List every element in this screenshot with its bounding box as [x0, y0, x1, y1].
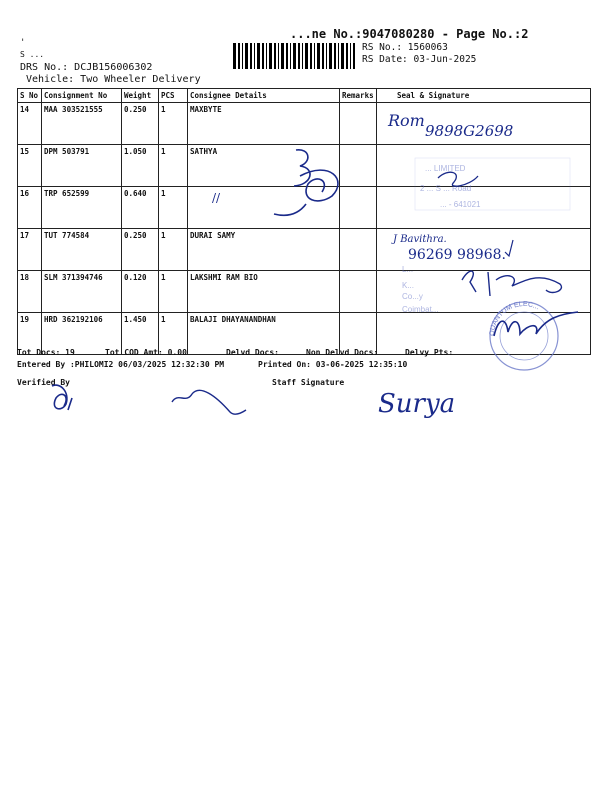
- cell-weight: 0.640: [122, 187, 159, 229]
- cell-pcs: 1: [159, 187, 188, 229]
- cell-sno: 19: [18, 313, 42, 355]
- cell-consignment: TUT 774584: [42, 229, 122, 271]
- table-row: [18, 271, 591, 313]
- entered-by: Entered By :PHILOMI2 06/03/2025 12:32:30 PM: [17, 360, 225, 369]
- barcode-bar: [254, 43, 255, 69]
- barcode-bar: [322, 43, 324, 69]
- cell-remarks: [340, 271, 377, 313]
- col-seal: Seal & Signature: [377, 89, 591, 103]
- cell-sno: 16: [18, 187, 42, 229]
- handwritten-name-row17: J Bavithra.: [393, 234, 447, 245]
- verified-by-signature: [52, 385, 72, 410]
- col-pcs: PCS: [159, 89, 188, 103]
- barcode-bar: [286, 43, 288, 69]
- table-row: [18, 187, 591, 229]
- barcode-bar: [346, 43, 348, 69]
- staff-signature-label: Staff Signature: [272, 378, 345, 387]
- barcode-bar: [314, 43, 315, 69]
- cell-consignee: LAKSHMI RAM BIO: [188, 271, 340, 313]
- col-consignee: Consignee Details: [188, 89, 340, 103]
- cell-consignment: DPM 503791: [42, 145, 122, 187]
- table-row: [18, 103, 591, 145]
- cell-pcs: 1: [159, 229, 188, 271]
- stamp-line: 2 ... S ... Road: [420, 184, 472, 193]
- cell-seal: [377, 271, 591, 313]
- barcode-bar: [269, 43, 272, 69]
- barcode: [233, 43, 355, 69]
- col-remarks: Remarks: [340, 89, 377, 103]
- total-cod-amount: Tot COD Amt: 0.00: [105, 348, 187, 357]
- verified-by-label: Verified By: [17, 378, 70, 387]
- cell-consignee: [188, 187, 340, 229]
- delivery-table: [17, 88, 591, 355]
- col-sno: S No: [18, 89, 42, 103]
- barcode-bar: [238, 43, 240, 69]
- barcode-bar: [233, 43, 236, 69]
- barcode-bar: [338, 43, 339, 69]
- barcode-bar: [298, 43, 300, 69]
- barcode-bar: [290, 43, 291, 69]
- barcode-bar: [245, 43, 248, 69]
- cell-consignment: MAA 303521555: [42, 103, 122, 145]
- cell-pcs: 1: [159, 145, 188, 187]
- table-row: [18, 229, 591, 271]
- col-weight: Weight: [122, 89, 159, 103]
- table-row: [18, 313, 591, 355]
- cell-consignment: HRD 362192106: [42, 313, 122, 355]
- barcode-bar: [242, 43, 243, 69]
- table-row: [18, 145, 591, 187]
- barcode-bar: [257, 43, 260, 69]
- barcode-bar: [281, 43, 284, 69]
- staff-signature-handwritten: Surya: [378, 389, 456, 419]
- vehicle-line: Vehicle: Two Wheeler Delivery: [26, 74, 201, 85]
- rs-number: RS No.: 1560063: [362, 42, 448, 53]
- left-mark-bottom: S ...: [20, 50, 45, 59]
- cell-consignee: MAXBYTE: [188, 103, 340, 145]
- cell-seal: [377, 145, 591, 187]
- cell-remarks: [340, 103, 377, 145]
- cell-seal: [377, 187, 591, 229]
- col-consignment: Consignment No: [42, 89, 122, 103]
- stamp-line: K...: [402, 281, 415, 290]
- barcode-bar: [262, 43, 264, 69]
- barcode-bar: [350, 43, 351, 69]
- delivery-points: Delvy Pts:: [405, 348, 454, 357]
- cell-sno: 15: [18, 145, 42, 187]
- barcode-bar: [266, 43, 267, 69]
- cell-weight: 1.450: [122, 313, 159, 355]
- barcode-bar: [310, 43, 312, 69]
- cell-sno: 17: [18, 229, 42, 271]
- cell-consignee: BALAJI DHAYANANDHAN: [188, 313, 340, 355]
- cell-weight: 0.250: [122, 229, 159, 271]
- barcode-bar: [329, 43, 332, 69]
- handwritten-tick-row16: //: [212, 191, 221, 205]
- cell-seal: [377, 229, 591, 271]
- cell-weight: 1.050: [122, 145, 159, 187]
- cell-remarks: [340, 229, 377, 271]
- barcode-bar: [341, 43, 344, 69]
- barcode-bar: [278, 43, 279, 69]
- cell-pcs: 1: [159, 271, 188, 313]
- barcode-bar: [353, 43, 355, 69]
- barcode-bar: [250, 43, 252, 69]
- cell-consignee: DURAI SAMY: [188, 229, 340, 271]
- barcode-bar: [302, 43, 303, 69]
- phone-page-line: ...ne No.:9047080280 - Page No.:2: [290, 27, 529, 41]
- table-header-row: [18, 89, 591, 103]
- cell-consignee: SATHYA: [188, 145, 340, 187]
- stamp-line: ... - 641021: [440, 200, 481, 209]
- cell-weight: 0.250: [122, 103, 159, 145]
- stamp-line: Coimbat...: [402, 305, 439, 314]
- seal-text-path: QUANTUM ELEC...: [488, 300, 541, 337]
- handwritten-phone-row14: 9898G2698: [425, 122, 514, 140]
- cell-seal: [377, 103, 591, 145]
- barcode-bar: [317, 43, 320, 69]
- left-mark-top: ': [20, 38, 26, 48]
- rs-date: RS Date: 03-Jun-2025: [362, 54, 477, 65]
- cell-pcs: 1: [159, 313, 188, 355]
- barcode-bar: [326, 43, 327, 69]
- non-delivered-docs: Non Delvd Docs:: [306, 348, 379, 357]
- delivered-docs: Delvd Docs:: [226, 348, 279, 357]
- stamp-line: L...: [402, 265, 414, 274]
- stamp-line: ... LIMITED: [425, 164, 466, 173]
- cell-sno: 14: [18, 103, 42, 145]
- verified-by-scribble: [172, 390, 246, 414]
- cell-weight: 0.120: [122, 271, 159, 313]
- cell-remarks: [340, 145, 377, 187]
- drs-number: DRS No.: DCJB156006302: [20, 62, 153, 73]
- barcode-bar: [334, 43, 336, 69]
- barcode-bar: [274, 43, 276, 69]
- barcode-bar: [305, 43, 308, 69]
- handwritten-phone-row17: 96269 98968.: [408, 247, 506, 263]
- printed-on: Printed On: 03-06-2025 12:35:10: [258, 360, 408, 369]
- cell-consignment: SLM 371394746: [42, 271, 122, 313]
- cell-consignment: TRP 652599: [42, 187, 122, 229]
- handwritten-name-row14: Rom: [388, 111, 425, 130]
- stamp-line: Co...y: [402, 292, 423, 301]
- cell-pcs: 1: [159, 103, 188, 145]
- cell-remarks: [340, 187, 377, 229]
- total-docs: Tot Docs: 19: [17, 348, 75, 357]
- barcode-bar: [293, 43, 296, 69]
- cell-sno: 18: [18, 271, 42, 313]
